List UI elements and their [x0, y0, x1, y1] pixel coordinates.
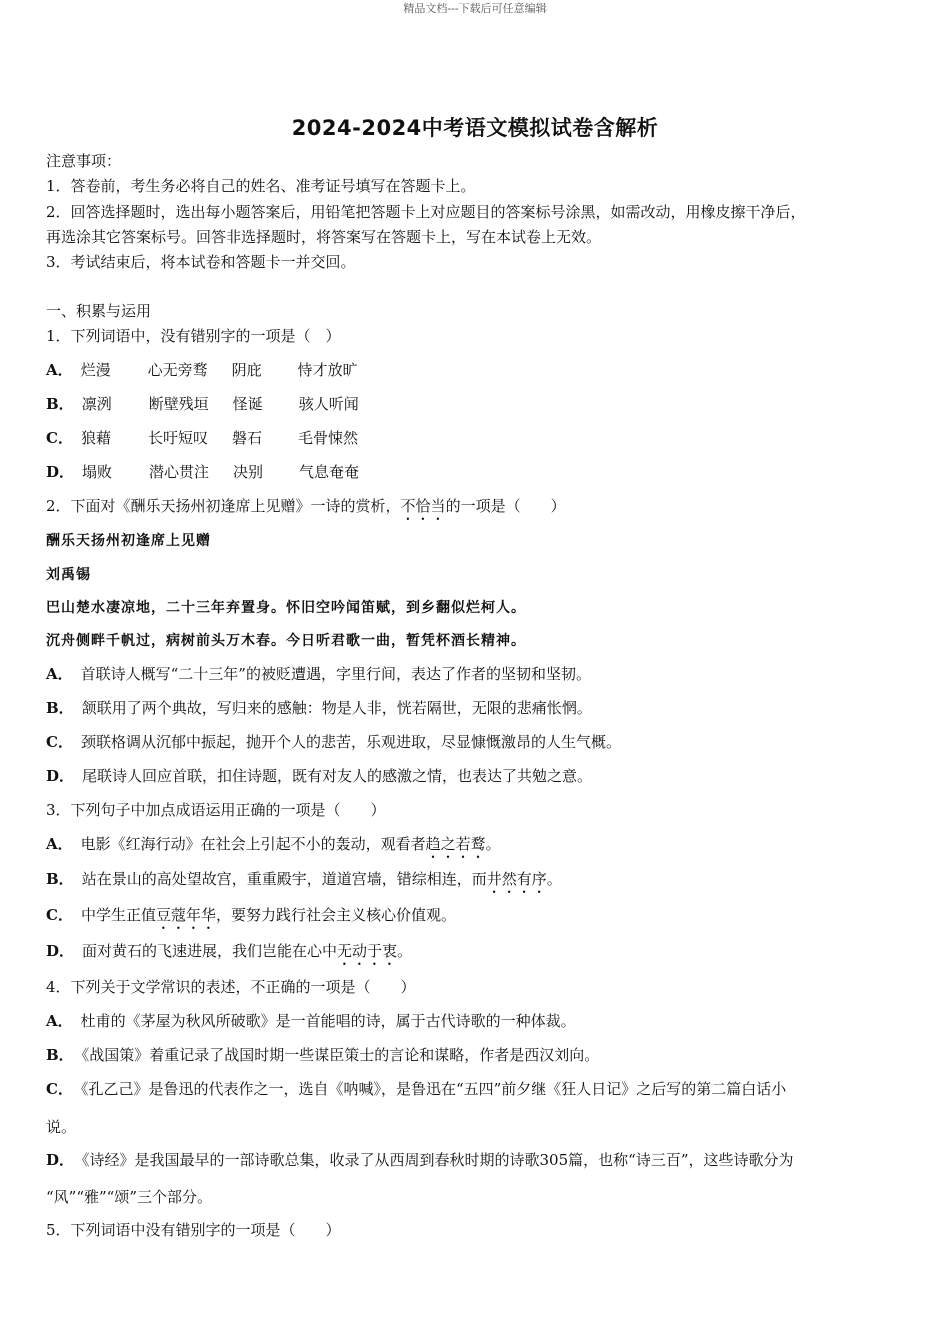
- q1-option-a: [46, 360, 358, 380]
- q2-option-a: [46, 664, 591, 684]
- q4-option-d: [46, 1150, 794, 1170]
- option-word: 长吁短叹: [147, 429, 208, 447]
- option-label: B．: [46, 1046, 74, 1064]
- option-label: C．: [46, 906, 73, 924]
- q4-option-b: [46, 1045, 599, 1065]
- question-3-stem: 3．下列句子中加点成语运用正确的一项是（ ）: [46, 801, 386, 819]
- option-word: 阴庇: [231, 361, 262, 379]
- dotted-idiom: 趋之若鹜: [425, 835, 486, 853]
- question-4-stem: 4．下列关于文学常识的表述，不正确的一项是（ ）: [46, 978, 416, 996]
- q1-option-c: [46, 428, 358, 448]
- q4-option-a: [46, 1011, 576, 1031]
- option-text: 颈联格调从沉郁中振起，抛开个人的悲苦，乐观进取，尽显慷慨激昂的人生气概。: [80, 733, 621, 751]
- option-word: 狼藉: [80, 429, 111, 447]
- option-word: 潜心贯注: [149, 463, 210, 481]
- dotted-idiom: 井然有序: [486, 870, 547, 888]
- option-label: C．: [46, 733, 73, 751]
- option-text: 电影《红海行动》在社会上引起不小的轰动，观看者: [80, 835, 426, 853]
- q4-option-c: [46, 1079, 786, 1099]
- dotted-idiom: 豆蔻年华: [155, 906, 216, 924]
- option-word: 怪诞: [232, 395, 263, 413]
- option-word: 毛骨悚然: [297, 429, 358, 447]
- option-text: ，要努力践行社会主义核心价值观。: [215, 906, 456, 924]
- option-text: 杜甫的《茅屋为秋风所破歌》是一首能唱的诗，属于古代诗歌的一种体裁。: [80, 1012, 576, 1030]
- option-label: B．: [46, 870, 74, 888]
- option-word: 气息奄奄: [299, 463, 360, 481]
- q3-option-c: [46, 905, 456, 933]
- option-label: C．: [46, 1080, 73, 1098]
- option-label: D．: [46, 942, 75, 960]
- question-2-stem: [46, 496, 566, 524]
- option-text: 《战国策》着重记录了战国时期一些谋臣策士的言论和谋略，作者是西汉刘向。: [81, 1046, 600, 1064]
- q1-option-b: [46, 394, 359, 414]
- poem-author: 刘禹锡: [46, 567, 91, 583]
- option-word: 骇人听闻: [298, 395, 359, 413]
- notice-item: 2．回答选择题时，选出每小题答案后，用铅笔把答题卡上对应题目的答案标号涂黑，如需改动，用橡皮擦干净后，: [46, 203, 806, 221]
- option-text: 《诗经》是我国最早的一部诗歌总集，收录了从西周到春秋时期的诗歌305篇，也称“诗三百”，这些诗歌分为: [82, 1151, 794, 1169]
- section-heading: 一、积累与运用: [46, 302, 152, 320]
- notice-item: 3．考试结束后，将本试卷和答题卡一并交回。: [46, 253, 356, 271]
- q3-option-b: [46, 869, 562, 897]
- option-word: 心无旁骛: [147, 361, 208, 379]
- header-note: 精品文档---下载后可任意编辑: [403, 2, 547, 15]
- option-word: 磐石: [231, 429, 262, 447]
- option-label: A．: [46, 665, 73, 683]
- option-label: C．: [46, 429, 73, 447]
- notice-item: 1．答卷前，考生务必将自己的姓名、准考证号填写在答题卡上。: [46, 177, 476, 195]
- option-text: 颔联用了两个典故，写归来的感触：物是人非，恍若隔世，无限的悲痛怅惘。: [81, 699, 592, 717]
- poem-line: 沉舟侧畔千帆过，病树前头万木春。今日听君歌一曲，暂凭杯酒长精神。: [46, 633, 526, 649]
- question-5-stem: 5．下列词语中没有错别字的一项是（ ）: [46, 1221, 341, 1239]
- option-word: 烂漫: [80, 361, 111, 379]
- option-text: 。: [485, 835, 501, 853]
- q2-option-d: [46, 766, 592, 786]
- option-word: 恃才放旷: [297, 361, 358, 379]
- q2-option-b: [46, 698, 592, 718]
- option-word: 决别: [233, 463, 264, 481]
- option-word: 塌败: [82, 463, 113, 481]
- stem-text: 的一项是（ ）: [445, 497, 566, 515]
- option-label: B．: [46, 395, 74, 413]
- option-text: 《孔乙己》是鲁迅的代表作之一，选自《呐喊》，是鲁迅在“五四”前夕继《狂人日记》之后写的第二篇白话小: [80, 1080, 787, 1098]
- q2-option-c: [46, 732, 621, 752]
- option-text: 。: [546, 870, 562, 888]
- option-label: B．: [46, 699, 74, 717]
- dotted-idiom: 无动于衷: [337, 942, 398, 960]
- option-text: 。: [397, 942, 413, 960]
- notice-item: 再选涂其它答案标号。回答非选择题时，将答案写在答题卡上，写在本试卷上无效。: [46, 228, 602, 246]
- poem-title: 酬乐天扬州初逢席上见赠: [46, 533, 211, 549]
- option-word: 断壁残垣: [148, 395, 209, 413]
- option-text: 面对黄石的飞速进展，我们岂能在心中: [82, 942, 338, 960]
- q4-option-d-continued: “风”“雅”“颂”三个部分。: [46, 1188, 213, 1206]
- option-text: 站在景山的高处望故宫，重重殿宇，道道宫墙，错综相连，而: [81, 870, 487, 888]
- page-title: 2024-2024中考语文模拟试卷含解析: [291, 116, 659, 140]
- q3-option-d: [46, 941, 412, 969]
- option-word: 凛洌: [81, 395, 112, 413]
- option-label: D．: [46, 1151, 75, 1169]
- stem-text: 2．下面对《酬乐天扬州初逢席上见赠》一诗的赏析，: [46, 497, 401, 515]
- dotted-text: 不恰当: [400, 497, 446, 515]
- option-text: 中学生正值: [80, 906, 156, 924]
- option-label: A．: [46, 835, 73, 853]
- question-1-stem: 1．下列词语中，没有错别字的一项是（ ）: [46, 327, 341, 345]
- option-text: 尾联诗人回应首联，扣住诗题，既有对友人的感激之情，也表达了共勉之意。: [82, 767, 593, 785]
- q3-option-a: [46, 834, 501, 862]
- q1-option-d: [46, 462, 359, 482]
- notice-heading: 注意事项：: [46, 152, 122, 170]
- q4-option-c-continued: 说。: [46, 1118, 77, 1136]
- option-text: 首联诗人概写“二十三年”的被贬遭遇，字里行间，表达了作者的坚韧和坚韧。: [80, 665, 591, 683]
- option-label: D．: [46, 463, 75, 481]
- poem-line: 巴山楚水凄凉地，二十三年弃置身。怀旧空吟闻笛赋，到乡翻似烂柯人。: [46, 600, 526, 616]
- option-label: D．: [46, 767, 75, 785]
- option-label: A．: [46, 361, 73, 379]
- option-label: A．: [46, 1012, 73, 1030]
